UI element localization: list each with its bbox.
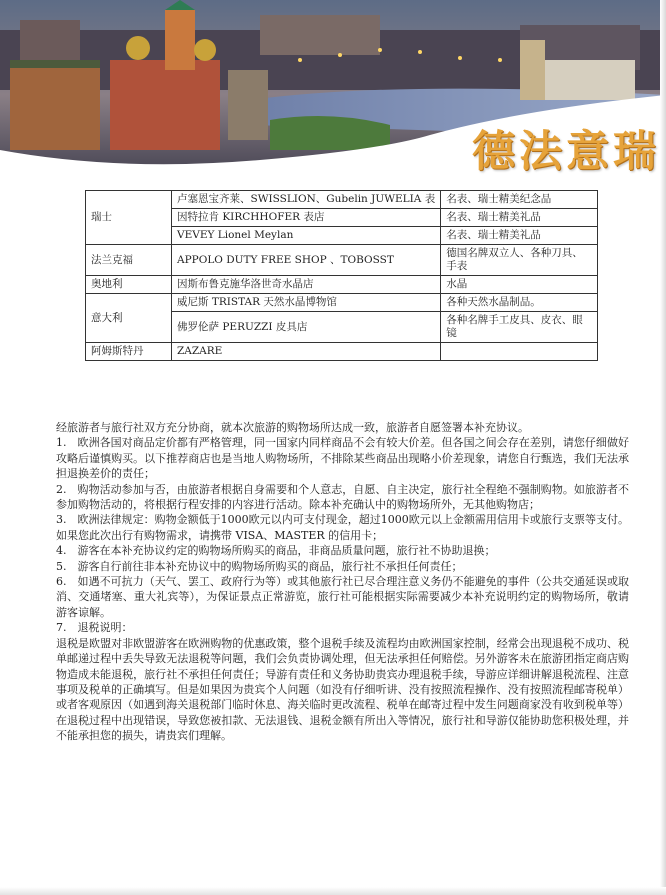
goods-cell: 名表、瑞士精美礼品 (441, 209, 598, 227)
shop-cell: APPOLO DUTY FREE SHOP 、TOBOSST (172, 245, 441, 276)
brand-title: 德法意瑞 (472, 127, 660, 177)
country-cell: 阿姆斯特丹 (86, 343, 172, 361)
shop-cell: ZAZARE (172, 343, 441, 361)
supplementary-agreement-notes (56, 420, 629, 744)
note-item-6: 6. 如遇不可抗力（天气、罢工、政府行为等）或其他旅行社已尽合理注意义务仍不能避免的事件（公共交通延误或取消、交通堵塞、重大礼宾等），为保证景点正常游览，旅行社可能根据实际需要减少本补充说明约定的购物场所，敬请游客谅解。 (56, 575, 629, 619)
table-row (86, 343, 598, 361)
goods-cell: 德国名牌双立人、各种刀具、手表 (441, 245, 598, 276)
goods-cell (441, 343, 598, 361)
intro-paragraph: 经旅游者与旅行社双方充分协商，就本次旅游的购物场所达成一致，旅游者自愿签署本补充协议。 (56, 421, 529, 434)
tax-refund-paragraph: 退税是欧盟对非欧盟游客在欧洲购物的优惠政策，整个退税手续及流程均由欧洲国家控制，经常会出现退税不成功、税单邮递过程中丢失导致无法退税等问题，我们会负责协调处理，但无法承担任何赔偿。另外游客未在旅游团指定商店购物造成未能退税，旅行社不承担任何责任；导游有责任和义务协助贵宾办理退税手续，导游应详细讲解退税流程、注意事项及税单的正确填写。但是如果因为贵宾个人问题（如没有仔细听讲、没有按照流程操作、没有按照流程邮寄税单）或者客观原因（如遇到海关退税部门临时休息、海关临时更改流程、税单在邮寄过程中发生问题商家没有收到税单等）在退税过程中出现错误，导致您被扣款、无法退钱、退税金额有所出入等情况，旅行社和导游仅能协助您积极处理，并不能承担您的损失，请贵宾们理解。 (56, 636, 629, 743)
shop-cell: 因斯布鲁克施华洛世奇水晶店 (172, 276, 441, 294)
table-row (86, 245, 598, 276)
goods-cell: 名表、瑞士精美礼品 (441, 227, 598, 245)
note-item-1: 1. 欧洲各国对商品定价都有严格管理，同一国家内同样商品不会有较大价差。但各国之间会存在差别，请您仔细做好攻略后谨慎购买。以下推荐商店也是当地人购物场所，不排除某些商品出现略小价差现象，请您自行甄选，我们无法承担退换差价的责任； (56, 436, 629, 481)
page-bottom-edge-shadow (0, 887, 666, 895)
table-row (86, 191, 598, 209)
shop-cell: VEVEY Lionel Meylan (172, 227, 441, 245)
shop-cell: 威尼斯 TRISTAR 天然水晶博物馆 (172, 294, 441, 312)
note-item-4: 4. 游客在本补充协议约定的购物场所购买的商品，非商品质量问题，旅行社不协助退换； (56, 544, 496, 558)
note-item-3: 3. 欧洲法律规定：购物金额低于1000欧元以内可支付现金，超过1000欧元以上金额需用信用卡或旅行支票等支付。如果您此次出行有购物需求，请携带 VISA、MASTER 的信用卡； (56, 513, 629, 542)
country-cell: 奥地利 (86, 276, 172, 294)
goods-cell: 水晶 (441, 276, 598, 294)
note-item-5: 5. 游客自行前往非本补充协议中的购物场所购买的商品，旅行社不承担任何责任； (56, 559, 463, 573)
shop-cell: 佛罗伦萨 PERUZZI 皮具店 (172, 312, 441, 343)
shopping-venues-table (85, 190, 598, 361)
note-item-2: 2. 购物活动参加与否，由旅游者根据自身需要和个人意志，自愿、自主决定，旅行社全程绝不强制购物。如旅游者不参加购物活动的，将根据行程安排的内容进行活动。除本补充确认中的购物场所外，无其他购物店； (56, 482, 629, 512)
shop-cell: 卢塞恩宝齐莱、SWISSLION、Gubelin JUWELIA 表 (172, 191, 441, 209)
goods-cell: 各种天然水晶制品。 (441, 294, 598, 312)
goods-cell: 各种名牌手工皮具、皮衣、眼镜 (441, 312, 598, 343)
note-item-7-heading: 7. 退税说明： (56, 621, 133, 635)
shop-cell: 因特拉肯 KIRCHHOFER 表店 (172, 209, 441, 227)
country-cell: 法兰克福 (86, 245, 172, 276)
country-cell: 瑞士 (86, 191, 172, 245)
header-banner (0, 0, 666, 190)
page-right-edge-shadow (660, 0, 666, 895)
table-row (86, 276, 598, 294)
goods-cell: 名表、瑞士精美纪念品 (441, 191, 598, 209)
table-row (86, 294, 598, 312)
country-cell: 意大利 (86, 294, 172, 343)
